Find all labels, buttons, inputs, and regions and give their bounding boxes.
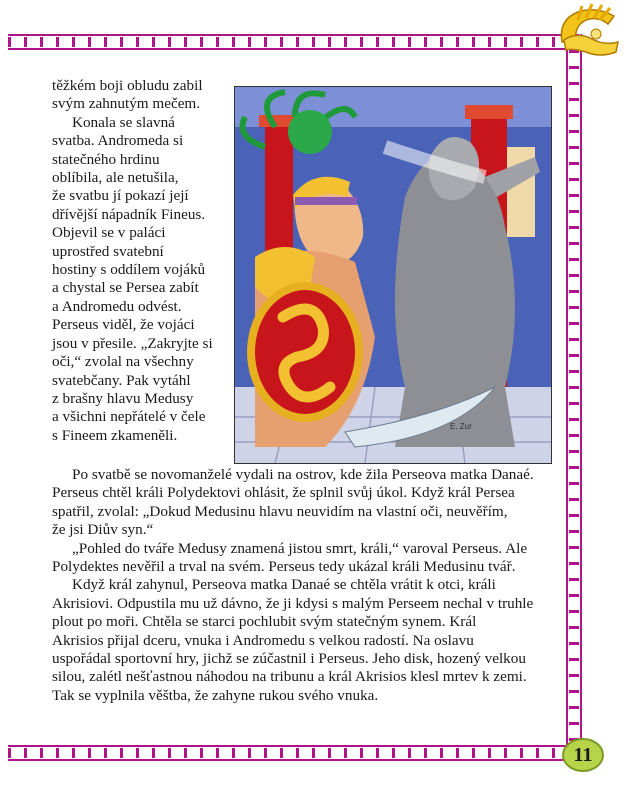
text-line: uspořádal sportovní hry, jichž se zúčastnil i Perseus. Jeho disk, hozený velkou [52, 650, 526, 668]
text-line: Polydektes nevěřil a trval na svém. Perseus tedy ukázal králi Medusinu tvář. [52, 558, 516, 576]
text-line: svatba. Andromeda si [52, 132, 184, 150]
perseus-medusa-illustration [234, 86, 552, 464]
text-line: z brašny hlavu Medusy [52, 389, 194, 407]
helmet-icon [556, 2, 622, 62]
decorative-border-right [566, 34, 582, 761]
text-line: hostiny s oddílem vojáků [52, 261, 206, 279]
text-line: a Andromedu odvést. [52, 297, 182, 315]
text-line: že jsi Diův syn.“ [52, 521, 154, 539]
text-line: jsou v přesile. „Zakryjte si [52, 334, 213, 352]
text-line: silou, zalétl nešťastnou náhodou na tribunu a král Akrisios klesl mrtev k zemi. [52, 668, 527, 686]
text-line: uprostřed svatební [52, 242, 164, 260]
decorative-border-bottom [8, 745, 580, 761]
illustration-signature: E. Zur [450, 422, 472, 431]
text-line: svatebčany. Pak vytáhl [52, 371, 191, 389]
text-line: Perseus chtěl králi Polydektovi ohlásit, že splnil svůj úkol. Když král Persea [52, 484, 515, 502]
text-line: „Pohled do tváře Medusy znamená jistou smrt, králi,“ varoval Perseus. Ale [72, 539, 528, 557]
text-line: Akrisios přijal dceru, vnuka i Andromedu s velkou radostí. Na oslavu [52, 631, 474, 649]
page-number: 11 [562, 738, 604, 772]
text-line: a chystal se Persea zabít [52, 279, 199, 297]
text-line: Když král zahynul, Perseova matka Danaé se chtěla vrátit k otci, králi [72, 576, 496, 594]
text-line: Perseus viděl, že vojáci [52, 316, 195, 334]
text-line: spatřil, zvolal: „Dokud Medusinu hlavu neuvidím na vlastní oči, neuvěřím, [52, 502, 508, 520]
text-line: že svatbu jí pokazí její [52, 187, 189, 205]
text-line: Tak se vyplnila věštba, že zahyne rukou svého vnuka. [52, 686, 379, 704]
text-line: Konala se slavná [72, 113, 175, 131]
column-text [52, 77, 234, 445]
text-line: plout po moři. Chtěla se starci pochlubit svým statečným synem. Král [52, 613, 477, 631]
text-line: oblíbila, ale netušila, [52, 169, 179, 187]
text-line: těžkém boji obludu zabil [52, 77, 203, 94]
text-line: Akrisiovi. Odpustila mu už dávno, že ji kdysi s malým Perseem nechal v truhle [52, 594, 534, 612]
body-text [52, 466, 560, 705]
text-line: statečného hrdinu [52, 150, 160, 168]
text-line: oči,“ zvolal na všechny [52, 353, 194, 371]
text-line: Po svatbě se novomanželé vydali na ostrov, kde žila Perseova matka Danaé. [72, 466, 534, 483]
text-line: dřívější nápadník Fineus. [52, 205, 206, 223]
text-line: Objevil se v paláci [52, 224, 166, 242]
text-line: a všichni nepřátelé v čele [52, 408, 206, 426]
text-line: svým zahnutým mečem. [52, 95, 201, 113]
decorative-border-top [8, 34, 580, 50]
text-line: s Fineem zkameněli. [52, 426, 178, 444]
